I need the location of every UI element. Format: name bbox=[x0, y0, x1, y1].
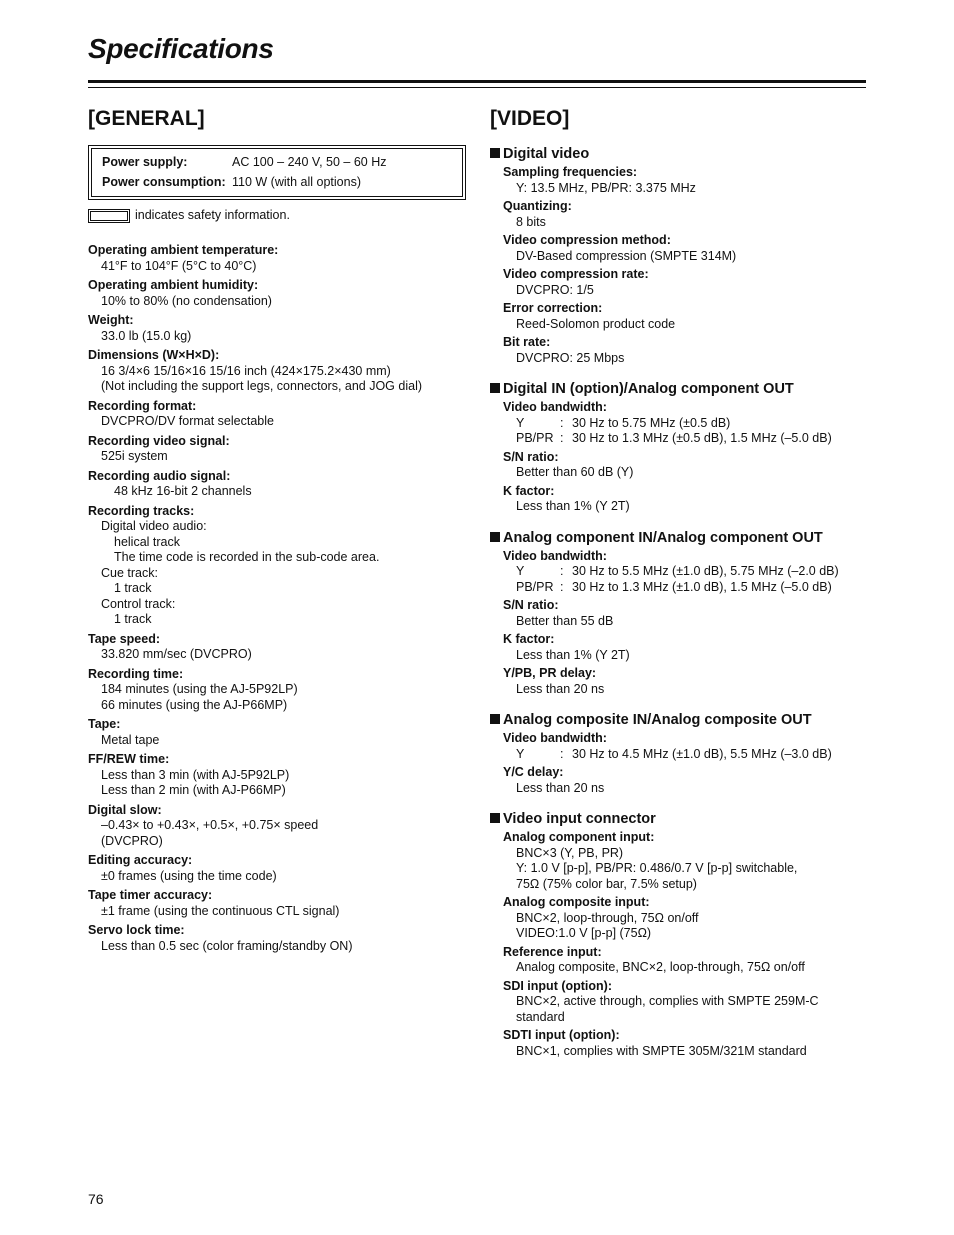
spec-item bbox=[490, 199, 866, 230]
spec-label: Video bandwidth: bbox=[503, 548, 607, 563]
spec-label: Tape timer accuracy: bbox=[88, 888, 213, 902]
spec-kv-value: 30 Hz to 4.5 MHz (±1.0 dB), 5.5 MHz (–3.0 dB) bbox=[572, 746, 832, 761]
video-group-title-text: Video input connector bbox=[503, 811, 656, 827]
square-bullet-icon bbox=[490, 813, 500, 823]
video-group-title bbox=[490, 810, 866, 828]
spec-kv-key: Y bbox=[516, 415, 525, 430]
power-supply-value: AC 100 – 240 V, 50 – 60 Hz bbox=[232, 155, 387, 169]
spec-kv-colon: : bbox=[560, 564, 564, 578]
spec-subvalue: 1 track bbox=[114, 581, 152, 595]
spec-label: SDI input (option): bbox=[503, 978, 612, 993]
spec-value: (DVCPRO) bbox=[101, 833, 163, 848]
spec-label: Operating ambient temperature: bbox=[88, 243, 279, 257]
spec-item bbox=[88, 469, 468, 500]
spec-item bbox=[88, 243, 468, 274]
spec-value: ±1 frame (using the continuous CTL signal) bbox=[101, 903, 340, 918]
video-spec-groups bbox=[490, 145, 866, 1059]
spec-label: Recording audio signal: bbox=[88, 468, 231, 483]
spec-item bbox=[490, 165, 866, 196]
spec-value: DVCPRO: 1/5 bbox=[516, 282, 594, 297]
spec-value: Less than 2 min (with AJ-P66MP) bbox=[101, 783, 286, 797]
spec-value: BNC×2, active through, complies with SMPTE 259M-C bbox=[516, 994, 819, 1008]
power-consumption-row bbox=[102, 173, 453, 193]
spec-value: Reed-Solomon product code bbox=[516, 316, 676, 331]
spec-item bbox=[490, 895, 866, 942]
video-group-title-text: Digital video bbox=[503, 146, 590, 162]
spec-item bbox=[490, 484, 866, 515]
spec-kv-row bbox=[503, 431, 866, 447]
spec-item bbox=[88, 923, 468, 954]
spec-kv-colon: : bbox=[560, 746, 564, 761]
spec-value: BNC×2, loop-through, 75Ω on/off bbox=[516, 910, 699, 925]
spec-label: Tape: bbox=[88, 717, 121, 731]
spec-value: Y: 13.5 MHz, PB/PR: 3.375 MHz bbox=[516, 180, 696, 195]
video-group bbox=[490, 145, 866, 366]
spec-value: BNC×1, complies with SMPTE 305M/321M standard bbox=[516, 1043, 807, 1058]
spec-value: Less than 20 ns bbox=[516, 681, 605, 696]
spec-value: Metal tape bbox=[101, 732, 160, 747]
video-group bbox=[490, 810, 866, 1059]
spec-value: Less than 0.5 sec (color framing/standby ON) bbox=[101, 938, 353, 953]
spec-kv-colon: : bbox=[560, 415, 564, 430]
square-bullet-icon bbox=[490, 714, 500, 724]
spec-value: Less than 20 ns bbox=[516, 780, 605, 795]
spec-kv-row bbox=[503, 580, 866, 596]
spec-item bbox=[88, 434, 468, 465]
spec-subvalue: helical track bbox=[114, 534, 180, 549]
spec-label: Video bandwidth: bbox=[503, 731, 607, 745]
safety-note bbox=[88, 208, 468, 223]
spec-value: ±0 frames (using the time code) bbox=[101, 868, 277, 883]
spec-item bbox=[88, 803, 468, 850]
spec-label: Video compression method: bbox=[503, 233, 671, 247]
title-rule-thin bbox=[88, 87, 866, 88]
spec-label: Quantizing: bbox=[503, 199, 572, 213]
spec-value: standard bbox=[516, 1009, 565, 1024]
spec-kv-key: PB/PR bbox=[516, 579, 554, 594]
video-group-title-text: Analog component IN/Analog component OUT bbox=[503, 529, 823, 546]
spec-value: Y: 1.0 V [p-p], PB/PR: 0.486/0.7 V [p-p] switchable, bbox=[516, 861, 798, 875]
spec-item bbox=[88, 504, 468, 628]
spec-value: 8 bits bbox=[516, 214, 546, 229]
page-title: Specifications bbox=[88, 33, 274, 64]
square-bullet-icon bbox=[490, 532, 500, 542]
spec-item bbox=[490, 450, 866, 481]
spec-value: 66 minutes (using the AJ-P66MP) bbox=[101, 697, 288, 712]
video-group bbox=[490, 380, 866, 515]
spec-value: VIDEO:1.0 V [p-p] (75Ω) bbox=[516, 926, 652, 940]
spec-value: Better than 60 dB (Y) bbox=[516, 465, 634, 479]
spec-subvalue: 1 track bbox=[114, 612, 152, 626]
spec-value: 48 kHz 16-bit 2 channels bbox=[114, 484, 252, 498]
spec-item bbox=[88, 348, 468, 395]
spec-label: Weight: bbox=[88, 313, 134, 327]
spec-kv-value: 30 Hz to 5.75 MHz (±0.5 dB) bbox=[572, 415, 731, 430]
general-column bbox=[88, 106, 468, 958]
spec-value: Analog composite, BNC×2, loop-through, 75Ω on/off bbox=[516, 960, 805, 974]
spec-value: DVCPRO/DV format selectable bbox=[101, 414, 274, 428]
spec-kv-colon: : bbox=[560, 431, 564, 445]
video-group-title bbox=[490, 145, 866, 163]
spec-value: 525i system bbox=[101, 449, 168, 463]
spec-value: Less than 3 min (with AJ-5P92LP) bbox=[101, 767, 290, 782]
page-number: 76 bbox=[88, 1191, 104, 1207]
spec-kv-row bbox=[503, 564, 866, 580]
spec-label: K factor: bbox=[503, 483, 555, 498]
spec-item bbox=[88, 717, 468, 748]
spec-item bbox=[490, 233, 866, 264]
spec-value: 33.820 mm/sec (DVCPRO) bbox=[101, 647, 252, 661]
spec-label: Digital slow: bbox=[88, 802, 162, 817]
spec-value: 33.0 lb (15.0 kg) bbox=[101, 328, 192, 343]
spec-kv-value: 30 Hz to 1.3 MHz (±0.5 dB), 1.5 MHz (–5.0 dB) bbox=[572, 431, 832, 445]
spec-label: Servo lock time: bbox=[88, 923, 185, 937]
spec-label: Bit rate: bbox=[503, 335, 551, 349]
square-bullet-icon bbox=[490, 383, 500, 393]
spec-item bbox=[490, 400, 866, 447]
video-group-title bbox=[490, 529, 866, 547]
video-group-title-text: Analog composite IN/Analog composite OUT bbox=[503, 712, 812, 728]
spec-kv-row bbox=[503, 747, 866, 763]
power-supply-label: Power supply: bbox=[102, 155, 188, 169]
spec-item bbox=[490, 1028, 866, 1059]
spec-value: DV-Based compression (SMPTE 314M) bbox=[516, 248, 737, 263]
spec-label: Operating ambient humidity: bbox=[88, 278, 259, 292]
spec-value: 10% to 80% (no condensation) bbox=[101, 293, 272, 308]
spec-item bbox=[88, 278, 468, 309]
spec-label: S/N ratio: bbox=[503, 449, 559, 464]
spec-value: Less than 1% (Y 2T) bbox=[516, 499, 630, 513]
spec-label: FF/REW time: bbox=[88, 752, 170, 766]
spec-item bbox=[88, 632, 468, 663]
spec-item bbox=[490, 598, 866, 629]
spec-item bbox=[490, 830, 866, 892]
spec-label: Analog composite input: bbox=[503, 895, 650, 909]
spec-value: 16 3/4×6 15/16×16 15/16 inch (424×175.2×430 mm) bbox=[101, 363, 391, 378]
spec-value: BNC×3 (Y, PB, PR) bbox=[516, 845, 624, 860]
spec-label: Editing accuracy: bbox=[88, 853, 193, 867]
spec-item bbox=[88, 853, 468, 884]
spec-item bbox=[88, 667, 468, 714]
spec-value: 75Ω (75% color bar, 7.5% setup) bbox=[516, 876, 697, 891]
spec-value: Digital video audio: bbox=[101, 519, 207, 533]
spec-label: Y/PB, PR delay: bbox=[503, 666, 597, 680]
spec-value: Better than 55 dB bbox=[516, 613, 614, 628]
title-rule-thick bbox=[88, 80, 866, 83]
spec-item bbox=[88, 313, 468, 344]
spec-label: Video bandwidth: bbox=[503, 400, 607, 414]
square-bullet-icon bbox=[490, 148, 500, 158]
spec-item bbox=[490, 765, 866, 796]
video-column bbox=[490, 106, 866, 1073]
spec-value: Cue track: bbox=[101, 565, 158, 580]
video-group-title-text: Digital IN (option)/Analog component OUT bbox=[503, 381, 794, 397]
spec-label: Video compression rate: bbox=[503, 267, 649, 281]
power-supply-row bbox=[102, 153, 453, 173]
spec-label: Reference input: bbox=[503, 944, 602, 959]
spec-kv-row bbox=[503, 416, 866, 432]
spec-kv-colon: : bbox=[560, 579, 564, 594]
spec-label: K factor: bbox=[503, 632, 555, 646]
spec-label: Analog component input: bbox=[503, 830, 655, 844]
spec-item bbox=[490, 945, 866, 976]
video-group-title bbox=[490, 711, 866, 729]
video-group-title bbox=[490, 380, 866, 398]
spec-item bbox=[88, 752, 468, 799]
spec-kv-value: 30 Hz to 1.3 MHz (±1.0 dB), 1.5 MHz (–5.0 dB) bbox=[572, 579, 832, 594]
spec-label: Recording format: bbox=[88, 398, 197, 413]
spec-item bbox=[490, 267, 866, 298]
spec-subvalue: The time code is recorded in the sub-code area. bbox=[114, 550, 380, 564]
general-spec-list bbox=[88, 243, 468, 954]
video-heading: [VIDEO] bbox=[490, 107, 570, 130]
spec-item bbox=[490, 549, 866, 596]
spec-kv-key: PB/PR bbox=[516, 431, 554, 445]
spec-label: S/N ratio: bbox=[503, 598, 559, 612]
spec-label: Sampling frequencies: bbox=[503, 165, 638, 179]
spec-item bbox=[490, 632, 866, 663]
spec-value: (Not including the support legs, connectors, and JOG dial) bbox=[101, 379, 423, 393]
spec-label: Tape speed: bbox=[88, 631, 161, 646]
video-group bbox=[490, 711, 866, 796]
power-consumption-label: Power consumption: bbox=[102, 174, 226, 189]
spec-label: Recording video signal: bbox=[88, 433, 230, 448]
video-group bbox=[490, 529, 866, 698]
spec-item bbox=[490, 666, 866, 697]
spec-label: SDTI input (option): bbox=[503, 1028, 620, 1042]
spec-label: Recording tracks: bbox=[88, 503, 195, 518]
spec-item bbox=[88, 399, 468, 430]
spec-item bbox=[490, 979, 866, 1026]
spec-kv-value: 30 Hz to 5.5 MHz (±1.0 dB), 5.75 MHz (–2.0 dB) bbox=[572, 564, 839, 578]
spec-value: –0.43× to +0.43×, +0.5×, +0.75× speed bbox=[101, 818, 319, 832]
spec-kv-key: Y bbox=[516, 746, 525, 761]
spec-value: DVCPRO: 25 Mbps bbox=[516, 350, 625, 365]
spec-value: Less than 1% (Y 2T) bbox=[516, 647, 630, 662]
spec-item bbox=[490, 335, 866, 366]
spec-item bbox=[88, 888, 468, 919]
power-box bbox=[88, 145, 466, 200]
spec-value: 41°F to 104°F (5°C to 40°C) bbox=[101, 258, 257, 273]
spec-label: Recording time: bbox=[88, 666, 184, 681]
spec-item bbox=[490, 301, 866, 332]
spec-value: Control track: bbox=[101, 596, 176, 611]
spec-item bbox=[490, 731, 866, 762]
spec-label: Dimensions (W×H×D): bbox=[88, 348, 220, 362]
general-heading: [GENERAL] bbox=[88, 107, 205, 130]
spec-value: 184 minutes (using the AJ-5P92LP) bbox=[101, 682, 298, 696]
spec-label: Error correction: bbox=[503, 301, 603, 315]
spec-label: Y/C delay: bbox=[503, 765, 564, 779]
safety-box-icon bbox=[88, 209, 130, 223]
power-consumption-value: 110 W (with all options) bbox=[232, 174, 361, 189]
safety-note-text: indicates safety information. bbox=[135, 208, 290, 222]
spec-kv-key: Y bbox=[516, 564, 525, 578]
